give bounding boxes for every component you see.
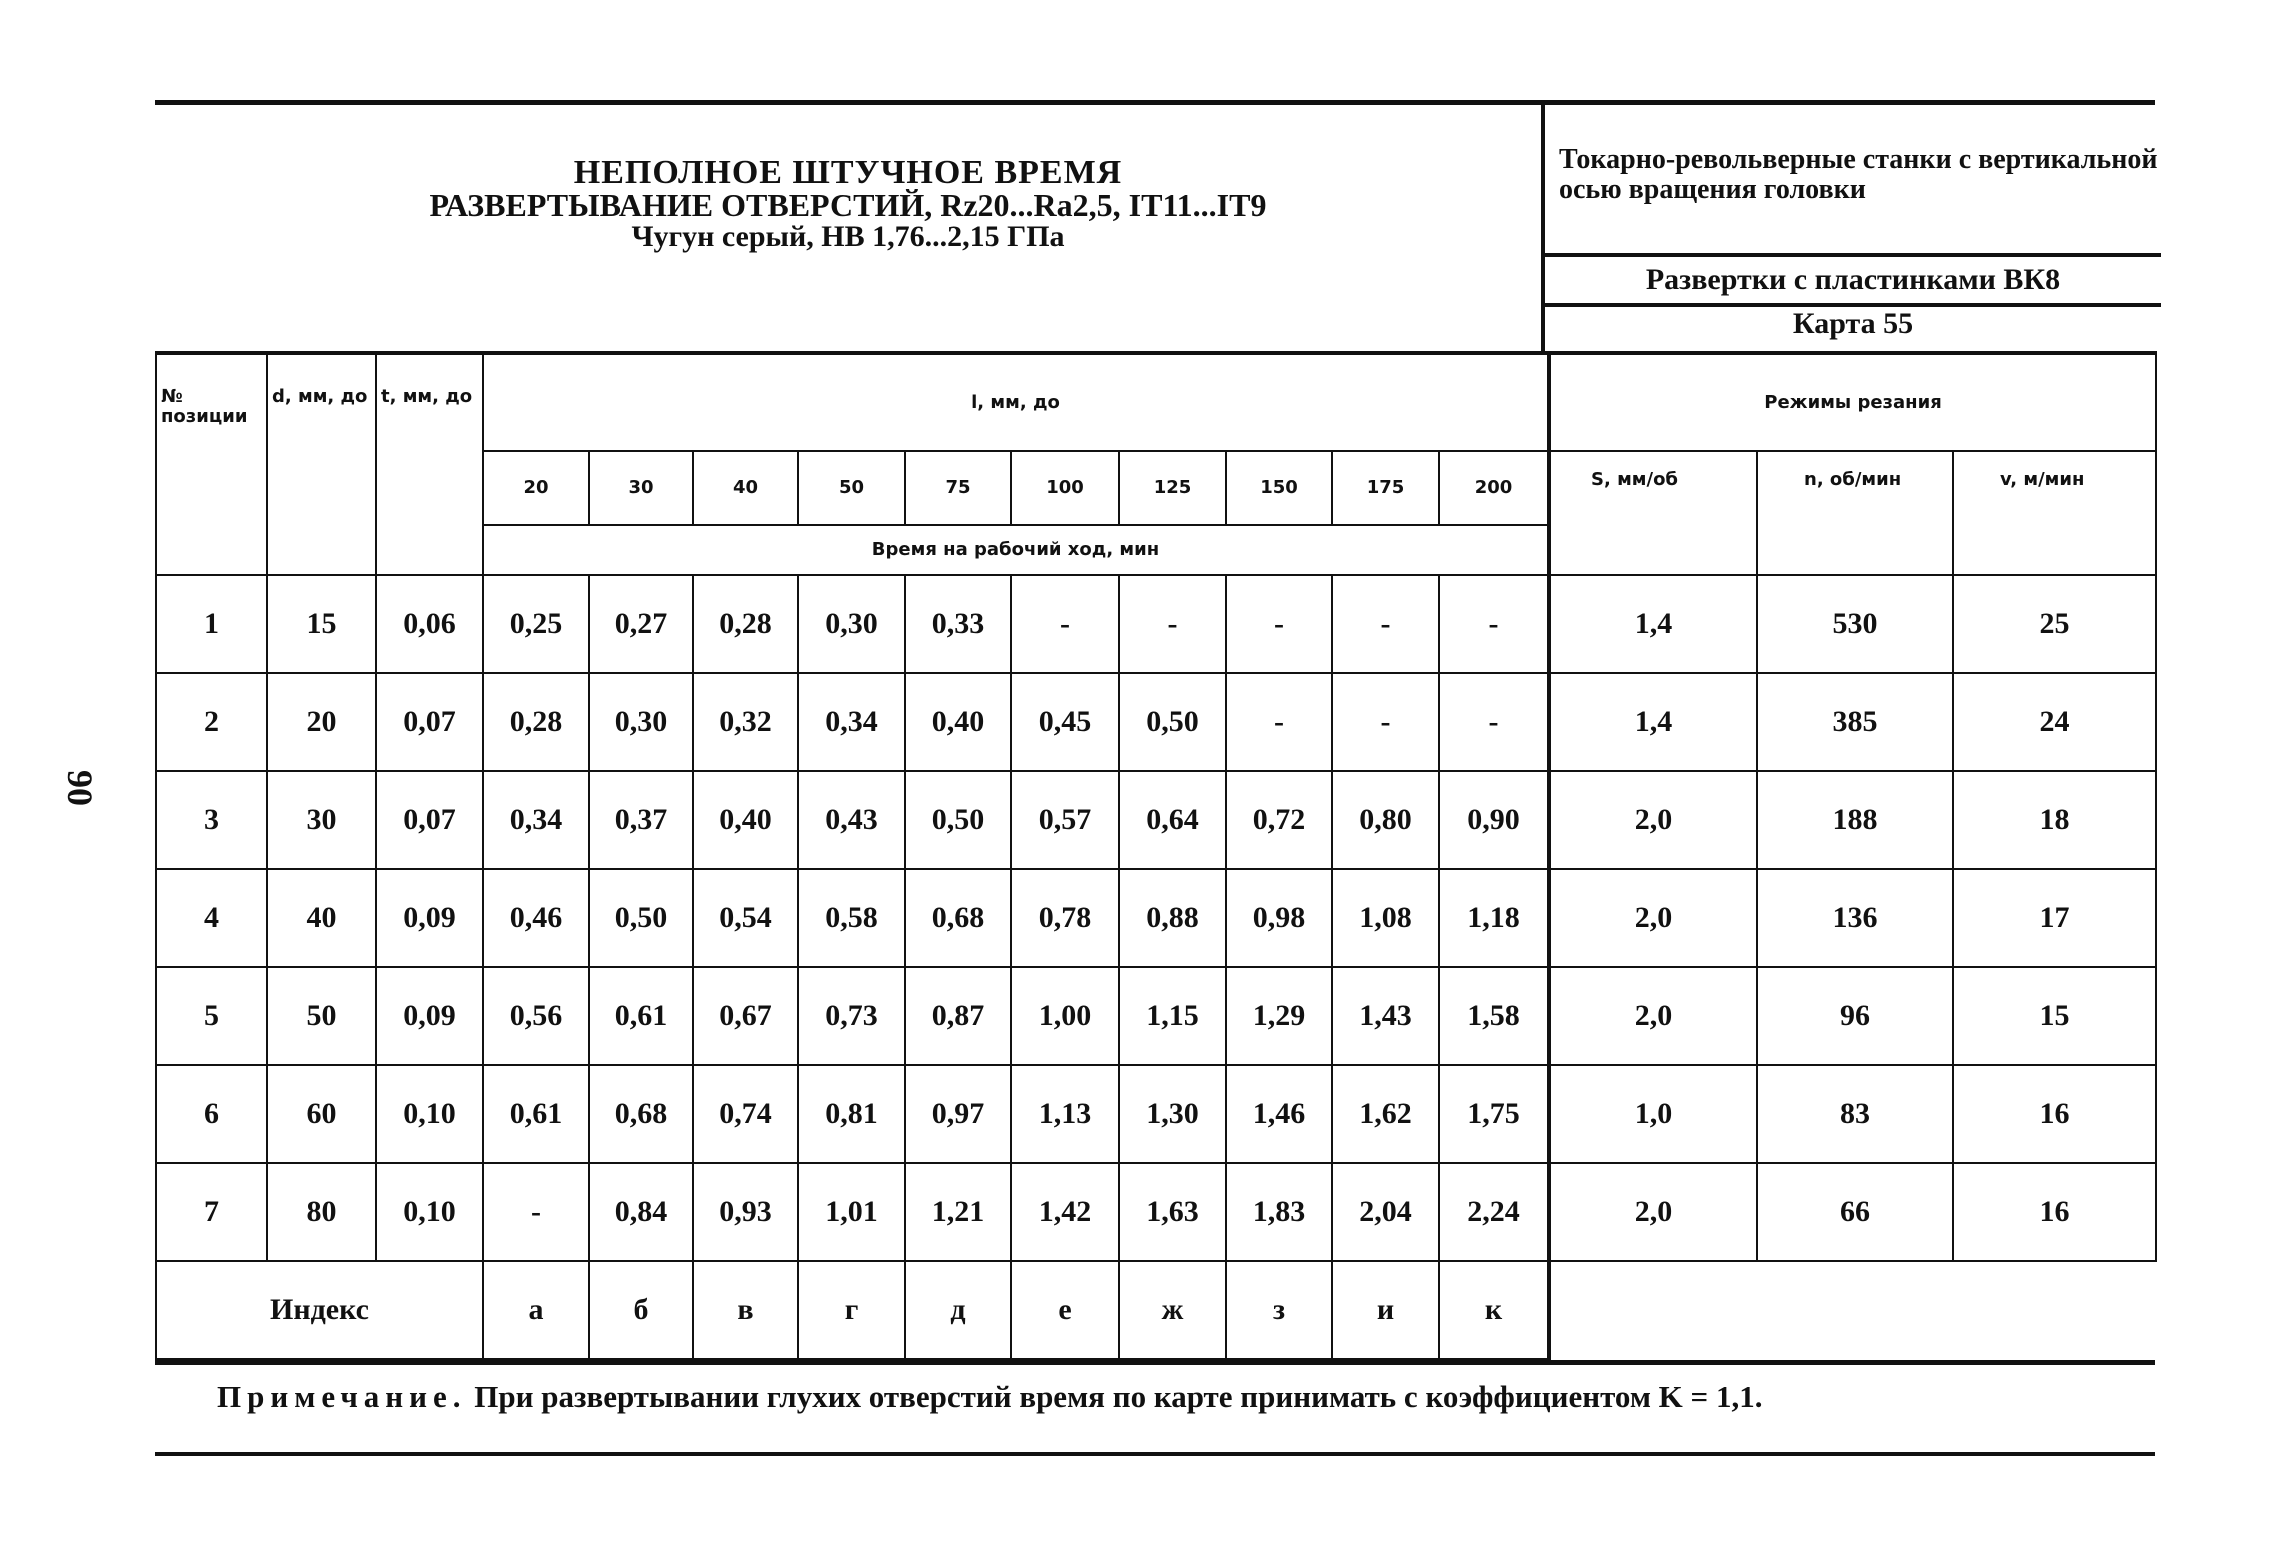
time-cell: 1,63: [1119, 1163, 1226, 1261]
l-value: 40: [693, 451, 798, 525]
time-cell: 0,33: [905, 575, 1011, 673]
card-title: НЕПОЛНОЕ ШТУЧНОЕ ВРЕМЯ: [573, 154, 1123, 191]
pos-cell: 7: [156, 1163, 267, 1261]
index-empty: [1549, 1261, 2156, 1359]
time-cell: 0,46: [483, 869, 589, 967]
pos-cell: 4: [156, 869, 267, 967]
index-cell: и: [1332, 1261, 1439, 1359]
l-value: 75: [905, 451, 1011, 525]
s-cell: 2,0: [1549, 1163, 1757, 1261]
s-cell: 2,0: [1549, 771, 1757, 869]
d-cell: 15: [267, 575, 376, 673]
l-value: 175: [1332, 451, 1439, 525]
col-header-s: S, мм/об: [1549, 451, 1757, 575]
table-row: [156, 869, 2156, 967]
table-row: [156, 1163, 2156, 1261]
v-cell: 15: [1953, 967, 2156, 1065]
s-cell: 1,4: [1549, 575, 1757, 673]
time-cell: 0,37: [589, 771, 693, 869]
time-cell: -: [1226, 673, 1332, 771]
time-cell: 1,00: [1011, 967, 1119, 1065]
time-cell: -: [483, 1163, 589, 1261]
t-cell: 0,06: [376, 575, 483, 673]
card-subtitle: РАЗВЕРТЫВАНИЕ ОТВЕРСТИЙ, Rz20...Ra2,5, IT11...IT9: [429, 187, 1267, 223]
d-cell: 60: [267, 1065, 376, 1163]
time-cell: 1,62: [1332, 1065, 1439, 1163]
time-cell: 0,98: [1226, 869, 1332, 967]
card-header: [155, 100, 2158, 351]
pos-cell: 3: [156, 771, 267, 869]
time-cell: 0,68: [589, 1065, 693, 1163]
col-header-l: l, мм, до: [483, 353, 1549, 451]
col-header-n: n, об/мин: [1757, 451, 1953, 575]
n-cell: 96: [1757, 967, 1953, 1065]
note-text: При развертывании глухих отверстий время по карте принимать с коэффициентом K = 1,1.: [474, 1379, 1763, 1414]
t-cell: 0,07: [376, 771, 483, 869]
time-cell: 1,13: [1011, 1065, 1119, 1163]
time-cell: 2,04: [1332, 1163, 1439, 1261]
n-cell: 385: [1757, 673, 1953, 771]
time-cell: 0,81: [798, 1065, 905, 1163]
time-cell: 0,28: [483, 673, 589, 771]
time-cell: -: [1439, 673, 1549, 771]
time-cell: 0,58: [798, 869, 905, 967]
time-cell: 1,18: [1439, 869, 1549, 967]
time-cell: 0,54: [693, 869, 798, 967]
table-row: [156, 967, 2156, 1065]
l-value: 150: [1226, 451, 1332, 525]
time-cell: 0,93: [693, 1163, 798, 1261]
col-header-d: d, мм, до: [267, 353, 376, 575]
v-cell: 16: [1953, 1163, 2156, 1261]
time-cell: 0,80: [1332, 771, 1439, 869]
time-cell: 0,40: [693, 771, 798, 869]
t-cell: 0,09: [376, 967, 483, 1065]
col-header-modes: Режимы резания: [1549, 353, 2156, 451]
time-cell: -: [1226, 575, 1332, 673]
d-cell: 20: [267, 673, 376, 771]
v-cell: 18: [1953, 771, 2156, 869]
time-cell: 0,34: [798, 673, 905, 771]
time-cell: 0,34: [483, 771, 589, 869]
material-line: Чугун серый, HB 1,76...2,15 ГПа: [631, 220, 1065, 253]
l-value: 20: [483, 451, 589, 525]
time-cell: 1,43: [1332, 967, 1439, 1065]
t-cell: 0,07: [376, 673, 483, 771]
table-note: [155, 1360, 2155, 1456]
d-cell: 50: [267, 967, 376, 1065]
time-cell: 0,45: [1011, 673, 1119, 771]
time-cell: 0,88: [1119, 869, 1226, 967]
table-row: [156, 673, 2156, 771]
s-cell: 1,4: [1549, 673, 1757, 771]
time-cell: 0,78: [1011, 869, 1119, 967]
time-cell: 1,08: [1332, 869, 1439, 967]
time-cell: 0,74: [693, 1065, 798, 1163]
time-cell: 1,15: [1119, 967, 1226, 1065]
time-cell: 1,75: [1439, 1065, 1549, 1163]
index-label: Индекс: [156, 1261, 483, 1359]
time-cell: -: [1439, 575, 1549, 673]
time-cell: 1,01: [798, 1163, 905, 1261]
machine-type: Токарно-револьверные станки с вертикальной осью вращения головки: [1559, 144, 2158, 205]
time-cell: 0,50: [1119, 673, 1226, 771]
time-cell: 0,67: [693, 967, 798, 1065]
time-cell: 0,25: [483, 575, 589, 673]
time-cell: -: [1119, 575, 1226, 673]
time-cell: 0,87: [905, 967, 1011, 1065]
d-cell: 30: [267, 771, 376, 869]
v-cell: 16: [1953, 1065, 2156, 1163]
index-cell: к: [1439, 1261, 1549, 1359]
pos-cell: 5: [156, 967, 267, 1065]
time-cell: 0,68: [905, 869, 1011, 967]
index-cell: б: [589, 1261, 693, 1359]
time-cell: 0,50: [905, 771, 1011, 869]
n-cell: 136: [1757, 869, 1953, 967]
index-cell: д: [905, 1261, 1011, 1359]
time-cell: 0,97: [905, 1065, 1011, 1163]
time-table: [155, 351, 2157, 1360]
table-row: [156, 575, 2156, 673]
n-cell: 530: [1757, 575, 1953, 673]
index-cell: в: [693, 1261, 798, 1359]
time-cell: 1,21: [905, 1163, 1011, 1261]
card-meta-block: [1545, 105, 2161, 351]
time-cell: 0,30: [589, 673, 693, 771]
t-cell: 0,10: [376, 1065, 483, 1163]
l-value: 125: [1119, 451, 1226, 525]
time-cell: 0,30: [798, 575, 905, 673]
page-number: 90: [60, 770, 100, 806]
v-cell: 17: [1953, 869, 2156, 967]
s-cell: 2,0: [1549, 967, 1757, 1065]
n-cell: 83: [1757, 1065, 1953, 1163]
index-cell: а: [483, 1261, 589, 1359]
card-title-block: [155, 105, 1541, 351]
time-cell: 0,40: [905, 673, 1011, 771]
time-cell: -: [1332, 575, 1439, 673]
l-value: 100: [1011, 451, 1119, 525]
index-cell: ж: [1119, 1261, 1226, 1359]
v-cell: 25: [1953, 575, 2156, 673]
time-cell: 1,58: [1439, 967, 1549, 1065]
index-cell: г: [798, 1261, 905, 1359]
l-value: 30: [589, 451, 693, 525]
col-header-t: t, мм, до: [376, 353, 483, 575]
n-cell: 66: [1757, 1163, 1953, 1261]
time-cell: 0,72: [1226, 771, 1332, 869]
t-cell: 0,10: [376, 1163, 483, 1261]
index-cell: е: [1011, 1261, 1119, 1359]
v-cell: 24: [1953, 673, 2156, 771]
table-row: [156, 771, 2156, 869]
time-cell: 0,61: [483, 1065, 589, 1163]
time-cell: 0,73: [798, 967, 905, 1065]
col-header-position: № позиции: [156, 353, 267, 575]
time-label: Время на рабочий ход, мин: [483, 525, 1549, 575]
time-cell: 2,24: [1439, 1163, 1549, 1261]
time-cell: 1,42: [1011, 1163, 1119, 1261]
n-cell: 188: [1757, 771, 1953, 869]
time-cell: 0,28: [693, 575, 798, 673]
l-value: 50: [798, 451, 905, 525]
time-cell: 1,29: [1226, 967, 1332, 1065]
table-row: [156, 1065, 2156, 1163]
time-cell: 0,57: [1011, 771, 1119, 869]
pos-cell: 6: [156, 1065, 267, 1163]
time-cell: 0,84: [589, 1163, 693, 1261]
time-cell: 0,27: [589, 575, 693, 673]
d-cell: 80: [267, 1163, 376, 1261]
time-cell: 0,50: [589, 869, 693, 967]
time-cell: -: [1332, 673, 1439, 771]
pos-cell: 2: [156, 673, 267, 771]
col-header-v: v, м/мин: [1953, 451, 2156, 575]
time-cell: -: [1011, 575, 1119, 673]
time-cell: 1,83: [1226, 1163, 1332, 1261]
pos-cell: 1: [156, 575, 267, 673]
time-cell: 0,32: [693, 673, 798, 771]
t-cell: 0,09: [376, 869, 483, 967]
time-cell: 1,46: [1226, 1065, 1332, 1163]
index-row: [156, 1261, 2156, 1359]
time-cell: 1,30: [1119, 1065, 1226, 1163]
time-cell: 0,56: [483, 967, 589, 1065]
note-prefix: Примечание.: [217, 1379, 467, 1414]
time-cell: 0,61: [589, 967, 693, 1065]
time-cell: 0,90: [1439, 771, 1549, 869]
index-cell: з: [1226, 1261, 1332, 1359]
time-cell: 0,43: [798, 771, 905, 869]
d-cell: 40: [267, 869, 376, 967]
s-cell: 1,0: [1549, 1065, 1757, 1163]
s-cell: 2,0: [1549, 869, 1757, 967]
time-cell: 0,64: [1119, 771, 1226, 869]
norm-card: [155, 100, 2158, 1456]
l-value: 200: [1439, 451, 1549, 525]
tool-type: Развертки с пластинками ВК8: [1545, 253, 2161, 307]
card-number: Карта 55: [1792, 307, 1914, 340]
